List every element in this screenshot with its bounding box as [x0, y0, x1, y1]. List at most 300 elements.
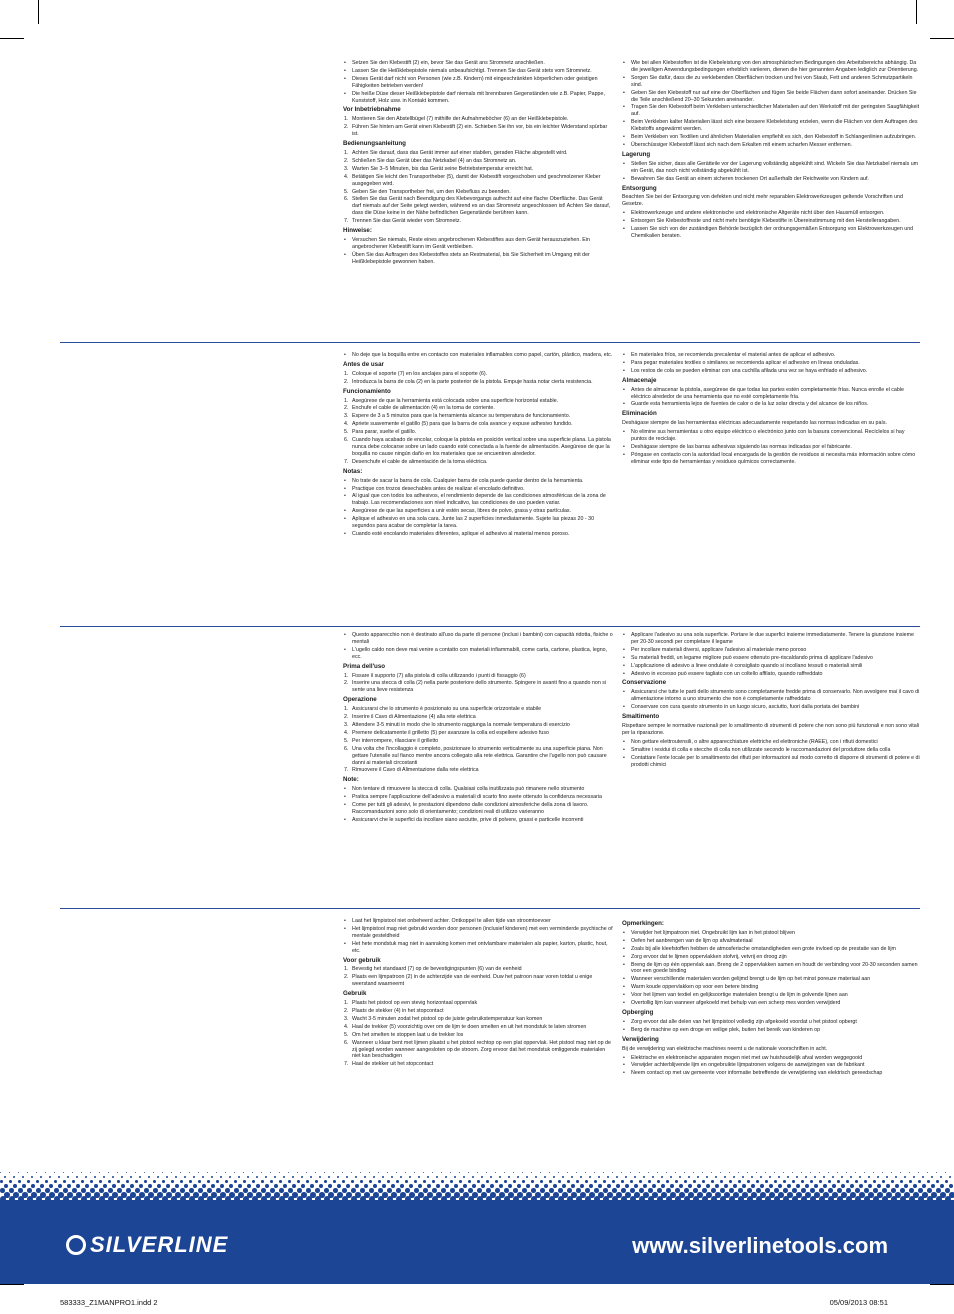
- halftone-dot: [94, 1176, 96, 1178]
- bullet-list: [343, 60, 613, 104]
- halftone-dot: [121, 1184, 125, 1188]
- list-item: • Tragen Sie den Klebestoff beim Verkleben unterschiedlicher Materialien auf den Werkstoff mit der geringsten Saugfähigkeit auf.: [622, 104, 920, 118]
- halftone-dot: [571, 1184, 575, 1188]
- halftone-dot: [801, 1180, 804, 1183]
- halftone-dot: [729, 1172, 730, 1173]
- bullet-list: [343, 352, 613, 359]
- halftone-dot: [945, 1180, 948, 1183]
- list-item: 5. Per interrompere, rilasciare il grilletto: [344, 737, 439, 744]
- list-item: • Geben Sie den Klebestoff nur auf eine der Oberflächen und fügen Sie beide Flächen dann sofort aneinander. Drücken Sie die Teile anschließend 20–30 Sekunden aneinander.: [622, 90, 920, 104]
- halftone-dot: [99, 1180, 102, 1183]
- halftone-dot: [454, 1176, 456, 1178]
- halftone-dot: [504, 1180, 507, 1183]
- halftone-dot: [499, 1176, 501, 1178]
- halftone-dot: [531, 1180, 534, 1183]
- halftone-dot: [621, 1172, 622, 1173]
- section-heading: Verwijdering: [622, 1035, 659, 1043]
- halftone-dot: [918, 1180, 921, 1183]
- halftone-dot: [661, 1176, 663, 1178]
- halftone-dot: [832, 1184, 836, 1188]
- paragraph: Bij de verwijdering van elektrische machines neemt u de nationale voorschriften in acht.: [622, 1045, 828, 1052]
- list-item: 1. Montieren Sie den Abstellbügel (7) mithilfe der Aufnahmeböcher (6) an der Heißklebepistole.: [344, 116, 569, 123]
- halftone-dot: [432, 1180, 435, 1183]
- item-number: 2.: [344, 714, 349, 721]
- halftone-dot: [823, 1184, 827, 1188]
- item-number: 1.: [344, 397, 349, 404]
- halftone-dot: [616, 1176, 618, 1178]
- halftone-dot: [216, 1172, 217, 1173]
- halftone-dot: [337, 1184, 341, 1188]
- halftone-dot: [117, 1180, 120, 1183]
- halftone-dot: [774, 1180, 777, 1183]
- halftone-dot: [922, 1176, 924, 1178]
- numbered-list: [343, 371, 613, 386]
- halftone-dot: [630, 1172, 631, 1173]
- section-heading: Funcionamiento: [343, 387, 391, 395]
- halftone-dot: [940, 1176, 942, 1178]
- halftone-dot: [922, 1184, 926, 1188]
- halftone-dot: [202, 1184, 206, 1188]
- halftone-dot: [553, 1176, 555, 1178]
- halftone-dot: [859, 1176, 861, 1178]
- halftone-dot: [787, 1184, 791, 1188]
- list-item: • Wie bei allen Klebestoffen ist die Klebeleistung von den atmosphärischen Bedingungen des Arbeitsbereichs abhängig. Da die jeweiligen Anwendungsbedingungen erheblich variieren, dienen die hier genannten Angaben lediglich zur Orientierung.: [622, 60, 920, 74]
- bullet-list: [622, 429, 920, 466]
- halftone-dot: [585, 1172, 586, 1173]
- halftone-dot: [72, 1172, 73, 1173]
- halftone-dot: [553, 1184, 557, 1188]
- list-item: 3. Wacht 3-5 minuten zodat het pistool op de juiste gebruikstemperatuur kan komen: [344, 1015, 543, 1022]
- halftone-dot: [895, 1184, 899, 1188]
- halftone-dot: [877, 1176, 879, 1178]
- section-heading: Note:: [343, 776, 359, 784]
- column-2: [343, 632, 613, 826]
- list-item: • Deshágase siempre de las barras adhesivas siguiendo las normas indicadas por el fabricante.: [622, 444, 920, 451]
- list-item: • En materiales fríos, se recomienda precalentar el material antes de aplicar el adhesivo.: [622, 352, 920, 359]
- halftone-dot: [99, 1172, 100, 1173]
- halftone-dot: [855, 1172, 856, 1173]
- list-item: • Conservare con cura questo strumento in un luogo sicuro, asciutto, fuori dalla portata dei bambini: [622, 704, 920, 711]
- section-heading: Prima dell'uso: [343, 662, 386, 670]
- section-spanish: [60, 352, 920, 622]
- halftone-dot: [495, 1180, 498, 1183]
- list-item: 3. Attendere 3-5 minuti in modo che lo strumento raggiunga la normale temperatura di esercizio: [344, 721, 570, 728]
- halftone-dot: [283, 1176, 285, 1178]
- halftone-dot: [337, 1176, 339, 1178]
- halftone-dot: [535, 1176, 537, 1178]
- halftone-dot: [720, 1172, 721, 1173]
- halftone-dot: [126, 1180, 129, 1183]
- logo-icon: [66, 1235, 86, 1255]
- crop-mark: [0, 1284, 24, 1285]
- item-number: 2.: [344, 974, 349, 981]
- halftone-dot: [346, 1184, 350, 1188]
- list-item: • Beim Verkleben kalter Materialien lässt sich eine bessere Klebeleistung erzielen, wenn die Flächen vor dem Auftragen des Klebstoffs angewärmt werden.: [622, 119, 920, 133]
- halftone-dot: [261, 1180, 264, 1183]
- halftone-dot: [378, 1172, 379, 1173]
- halftone-dot: [121, 1176, 123, 1178]
- section-divider: [60, 342, 920, 343]
- list-item: • Neem contact op met uw gemeente voor informatie betreffende de verwijdering van elektrisch gereedschap: [622, 1070, 920, 1077]
- bullet-list: [622, 632, 920, 677]
- halftone-dot: [274, 1176, 276, 1178]
- halftone-dot: [603, 1172, 604, 1173]
- halftone-dot: [684, 1172, 685, 1173]
- section-heading: Conservazione: [622, 679, 667, 687]
- halftone-dot: [742, 1184, 746, 1188]
- halftone-dot: [886, 1176, 888, 1178]
- halftone-dot: [189, 1172, 190, 1173]
- halftone-dot: [540, 1180, 543, 1183]
- list-item: • Los restos de cola se pueden eliminar con una cuchilla afilada una vez se haya enfriado el adhesivo.: [622, 368, 920, 375]
- section-heading: Smaltimento: [622, 713, 660, 721]
- halftone-dot: [612, 1180, 615, 1183]
- halftone-dot: [265, 1184, 269, 1188]
- numbered-list: [343, 1000, 613, 1068]
- section-heading: Antes de usar: [343, 360, 384, 368]
- halftone-dot: [634, 1176, 636, 1178]
- item-number: 1.: [344, 370, 349, 377]
- halftone-dot: [598, 1176, 600, 1178]
- list-item: • Elektrische en elektronische apparaten mogen niet met uw huishoudelijk afval worden weggegooid: [622, 1055, 920, 1062]
- halftone-dot: [9, 1180, 12, 1183]
- list-item: • Adesivo in eccesso può essere tagliato con un coltello affilato, quando raffreddato: [622, 671, 920, 678]
- halftone-dot: [297, 1180, 300, 1183]
- list-item: • Dieses Gerät darf nicht von Personen (wie z.B. Kindern) mit eingeschränkten körperlichen oder geistigen Fähigkeiten betrieben werden!: [343, 76, 613, 90]
- list-item: • Applicare l'adesivo su una sola superficie. Portare le due superfici insieme immediatamente. Tenere la giunzione insieme per 20-30 secondi per completare il legame: [622, 632, 920, 646]
- silverline-logo: [66, 1232, 228, 1258]
- halftone-dot: [229, 1176, 231, 1178]
- halftone-dot: [220, 1184, 224, 1188]
- list-item: 6. Wanneer u klaar bent met lijmen plaatst u het pistool rechtop op een plat oppervlak. Het pistool mag niet op de zij gelegd worden wanneer aangesloten op de stroom. Zorg ervoor dat het mondstuk omliggende materialen niet kan beschadigen: [344, 1039, 611, 1060]
- footer-filename: 583333_Z1MANPRO1.indd 2: [60, 1298, 158, 1307]
- halftone-dot: [414, 1180, 417, 1183]
- halftone-dot: [360, 1180, 363, 1183]
- halftone-dot: [270, 1180, 273, 1183]
- item-number: 3.: [344, 1015, 349, 1022]
- list-item: 2. Führen Sie hinten am Gerät einen Klebestift (2) ein. Schieben Sie ihn vor, bis ein leichter Widerstand spürbar ist.: [344, 124, 608, 138]
- section-heading: Almacenaje: [622, 376, 657, 384]
- crop-mark: [916, 0, 917, 24]
- halftone-dot: [841, 1184, 845, 1188]
- halftone-dot: [369, 1180, 372, 1183]
- halftone-dot: [517, 1176, 519, 1178]
- list-item: • Practique con trozos desechables antes de realizar el encolado definitivo.: [343, 486, 613, 493]
- list-item: • L'ugello caldo non deve mai venire a contatto con materiali infiammabili, come carta, cartone, plastica, legno, ecc.: [343, 647, 613, 661]
- halftone-dot: [310, 1184, 314, 1188]
- item-number: 4.: [344, 729, 349, 736]
- halftone-dot: [292, 1184, 296, 1188]
- list-item: • Pratica sempre l'applicazione dell'adesivo a materiali di scarto fino avete ottenuto la confidenza necessaria: [343, 794, 613, 801]
- item-number: 3.: [344, 413, 349, 420]
- crop-mark: [0, 38, 24, 39]
- halftone-dot: [706, 1184, 710, 1188]
- list-item: • Verwijder het lijmpatroon niet. Ongebruikt lijm kan in het pistool blijven: [622, 930, 920, 937]
- halftone-dot: [792, 1172, 793, 1173]
- halftone-dot: [355, 1184, 359, 1188]
- halftone-dot: [657, 1180, 660, 1183]
- halftone-dot: [148, 1176, 150, 1178]
- halftone-dot: [301, 1176, 303, 1178]
- paragraph: Deshágase siempre de las herramientas eléctricas adecuadamente respetando las normas indicadas en su país.: [622, 420, 887, 427]
- halftone-dot: [927, 1172, 928, 1173]
- halftone-dot: [481, 1176, 483, 1178]
- bullet-list: [343, 786, 613, 824]
- item-number: 5.: [344, 737, 349, 744]
- halftone-dot: [400, 1184, 404, 1188]
- halftone-dot: [810, 1172, 811, 1173]
- halftone-dot: [931, 1176, 933, 1178]
- halftone-dot: [247, 1176, 249, 1178]
- halftone-dot: [508, 1184, 512, 1188]
- halftone-dot: [580, 1176, 582, 1178]
- website-url[interactable]: www.silverlinetools.com: [632, 1233, 888, 1258]
- halftone-pattern: [0, 1172, 954, 1200]
- halftone-dot: [859, 1184, 863, 1188]
- section-german: [60, 60, 920, 338]
- halftone-dot: [193, 1176, 195, 1178]
- halftone-dot: [562, 1176, 564, 1178]
- halftone-dot: [589, 1176, 591, 1178]
- halftone-dot: [607, 1184, 611, 1188]
- list-item: • Contattare l'ente locale per lo smaltimento dei rifiuti per informazioni sul modo corretto di disporre di strumenti di potere e di prodotti chimici: [622, 755, 920, 769]
- list-item: 2. Inserire una stecca di colla (2) nella parte posteriore dello strumento. Spingere in avanti fino a quando non si sente una lieve resistenza: [344, 680, 607, 694]
- halftone-dot: [747, 1172, 748, 1173]
- halftone-dot: [4, 1184, 8, 1188]
- halftone-dot: [652, 1176, 654, 1178]
- list-item: 1. Assicurarsi che lo strumento è posizionato su una superficie orizzontale e stabile: [344, 706, 542, 713]
- halftone-dot: [13, 1176, 15, 1178]
- halftone-dot: [495, 1172, 496, 1173]
- halftone-dot: [378, 1180, 381, 1183]
- item-number: 2.: [344, 680, 349, 687]
- halftone-dot: [873, 1180, 876, 1183]
- bullet-list: [622, 352, 920, 375]
- halftone-dot: [112, 1176, 114, 1178]
- halftone-dot: [153, 1180, 156, 1183]
- halftone-dot: [778, 1176, 780, 1178]
- item-number: 2.: [344, 124, 349, 131]
- halftone-dot: [396, 1180, 399, 1183]
- item-number: 4.: [344, 421, 349, 428]
- list-item: • Elektrowerkzeuge und andere elektronische und elektronische Altgeräte nicht über den Hausmüll entsorgen.: [622, 210, 920, 217]
- halftone-dot: [472, 1176, 474, 1178]
- halftone-dot: [288, 1172, 289, 1173]
- section-heading: Hinweise:: [343, 227, 372, 235]
- halftone-dot: [729, 1180, 732, 1183]
- halftone-dot: [720, 1180, 723, 1183]
- halftone-dot: [769, 1176, 771, 1178]
- halftone-dot: [697, 1184, 701, 1188]
- list-item: 4. Haal de trekker (5) voorzichtig over om de lijm te doen smelten en uit het mondstuk te laten stromen: [344, 1023, 587, 1030]
- list-item: • Para pegar materiales textiles o similares se recomienda aplicar el adhesivo en líneas onduladas.: [622, 360, 920, 367]
- halftone-dot: [450, 1180, 453, 1183]
- halftone-dot: [18, 1180, 21, 1183]
- halftone-dot: [279, 1172, 280, 1173]
- halftone-dot: [76, 1184, 80, 1188]
- list-item: • Cuando esté encolando materiales diferentes, aplique el adhesivo al material menos poroso.: [343, 531, 613, 538]
- halftone-dot: [756, 1180, 759, 1183]
- halftone-dot: [742, 1176, 744, 1178]
- paragraph: Beachten Sie bei der Entsorgung von defekten und nicht mehr reparablen Elektrowerkzeugen geltende Vorschriften und Gesetze.: [622, 194, 903, 208]
- halftone-dot: [301, 1184, 305, 1188]
- list-item: • Wanneer verschillende materialen worden gelijmd brengt u de lijm op het minst poreuze materiaal aan: [622, 976, 920, 983]
- halftone-dot: [675, 1180, 678, 1183]
- halftone-dot: [9, 1172, 10, 1173]
- halftone-dot: [634, 1184, 638, 1188]
- halftone-dot: [27, 1180, 30, 1183]
- halftone-dot: [796, 1184, 800, 1188]
- halftone-dot: [594, 1172, 595, 1173]
- halftone-dot: [180, 1172, 181, 1173]
- halftone-dot: [234, 1180, 237, 1183]
- halftone-dot: [850, 1176, 852, 1178]
- halftone-dot: [346, 1176, 348, 1178]
- halftone-dot: [724, 1184, 728, 1188]
- halftone-dot: [391, 1184, 395, 1188]
- list-item: 2. Schließen Sie das Gerät über das Netzkabel (4) an das Stromnetz an.: [344, 157, 517, 164]
- halftone-dot: [418, 1184, 422, 1188]
- halftone-dot: [558, 1180, 561, 1183]
- halftone-dot: [247, 1184, 251, 1188]
- halftone-dot: [769, 1184, 773, 1188]
- halftone-dot: [513, 1180, 516, 1183]
- list-item: • Überschüssiger Klebestoff lässt sich nach dem Erkalten mit einem scharfen Messer entfernen.: [622, 142, 920, 149]
- halftone-dot: [81, 1180, 84, 1183]
- list-item: • Asegúrese de que las superficies a unir estén secas, libres de polvo, grasa y otras partículas.: [343, 508, 613, 515]
- halftone-dot: [400, 1176, 402, 1178]
- crop-mark: [38, 0, 39, 24]
- halftone-dot: [459, 1172, 460, 1173]
- halftone-dot: [558, 1172, 559, 1173]
- list-item: • Het hete mondstuk mag niet in aanraking komen met ontvlambare materialen als papier, karton, plastic, hout, etc.: [343, 941, 613, 955]
- halftone-dot: [418, 1176, 420, 1178]
- halftone-dot: [711, 1180, 714, 1183]
- halftone-dot: [468, 1172, 469, 1173]
- halftone-dot: [936, 1180, 939, 1183]
- halftone-dot: [130, 1184, 134, 1188]
- halftone-dot: [54, 1180, 57, 1183]
- halftone-dot: [949, 1176, 951, 1178]
- halftone-dot: [733, 1176, 735, 1178]
- halftone-dot: [139, 1176, 141, 1178]
- halftone-dot: [414, 1172, 415, 1173]
- halftone-dot: [175, 1184, 179, 1188]
- numbered-list: [343, 966, 613, 988]
- halftone-dot: [229, 1184, 233, 1188]
- halftone-dot: [693, 1180, 696, 1183]
- halftone-dot: [868, 1176, 870, 1178]
- halftone-dot: [225, 1172, 226, 1173]
- item-number: 2.: [344, 405, 349, 412]
- list-item: 6. Una volta che l'incollaggio è completo, posizionare lo strumento verticalmente su una superficie piana. Non gettare l'utensile sul fianco mentre ancora collegato alla rete elettrica. Garantire che l'ugello non può causare danni ai materiali circostanti: [344, 745, 607, 766]
- list-item: 6. Stellen Sie das Gerät nach Beendigung des Klebevorgangs aufrecht auf eine flache Oberfläche. Das Gerät darf niemals auf der Seite gelegt werden, während es an das Stromnetz angeschlossen ist! Achten Sie darauf, dass die Düse keine in der Nähe befindlichen Gegenstände berühren kann.: [344, 196, 611, 217]
- halftone-dot: [135, 1172, 136, 1173]
- halftone-dot: [819, 1172, 820, 1173]
- halftone-dot: [639, 1172, 640, 1173]
- halftone-dot: [0, 1180, 3, 1183]
- halftone-dot: [913, 1176, 915, 1178]
- halftone-dot: [909, 1172, 910, 1173]
- halftone-dot: [679, 1184, 683, 1188]
- halftone-dot: [18, 1172, 19, 1173]
- list-item: • Zorg ervoor dat te lijmen oppervlakken stofvrij, vetvrij en droog zijn: [622, 954, 920, 961]
- bullet-list: [343, 237, 613, 266]
- halftone-dot: [180, 1180, 183, 1183]
- halftone-dot: [540, 1172, 541, 1173]
- item-number: 2.: [344, 157, 349, 164]
- halftone-dot: [751, 1176, 753, 1178]
- halftone-dot: [774, 1172, 775, 1173]
- halftone-dot: [670, 1176, 672, 1178]
- halftone-dot: [936, 1172, 937, 1173]
- halftone-dot: [900, 1172, 901, 1173]
- list-item: • Warm koude oppervlakken op voor een betere binding: [622, 984, 920, 991]
- halftone-dot: [265, 1176, 267, 1178]
- bullet-list: [343, 918, 613, 955]
- list-item: • Questo apparecchio non è destinato all'uso da parte di persone (inclusi i bambini) con capacità ridotta, fisiche o mentali: [343, 632, 613, 646]
- item-number: 7.: [344, 1061, 349, 1068]
- halftone-dot: [81, 1172, 82, 1173]
- halftone-dot: [427, 1184, 431, 1188]
- halftone-dot: [643, 1176, 645, 1178]
- halftone-dot: [409, 1184, 413, 1188]
- halftone-dot: [441, 1172, 442, 1173]
- halftone-dot: [513, 1172, 514, 1173]
- list-item: • Smaltire i residui di colla e stecche di colla non utilizzate secondo le raccomandazioni del produttore della colla: [622, 747, 920, 754]
- list-item: • Aplique el adhesivo en una sola cara. Junte las 2 superficies inmediatamente. Sujete las piezas 20 - 30 segundos para acabar de completar la tarea.: [343, 516, 613, 530]
- halftone-dot: [801, 1172, 802, 1173]
- halftone-dot: [603, 1180, 606, 1183]
- bullet-list: [622, 930, 920, 1007]
- halftone-dot: [166, 1184, 170, 1188]
- section-dutch: [60, 918, 920, 1172]
- halftone-dot: [783, 1172, 784, 1173]
- halftone-dot: [423, 1172, 424, 1173]
- list-item: • Per incollare materiali diversi, applicare l'adesivo al materiale meno poroso: [622, 647, 920, 654]
- halftone-dot: [760, 1176, 762, 1178]
- bullet-list: [622, 1019, 920, 1034]
- bullet-list: [622, 739, 920, 769]
- item-number: 1.: [344, 149, 349, 156]
- halftone-dot: [697, 1176, 699, 1178]
- halftone-dot: [702, 1172, 703, 1173]
- list-item: 1. Fissare il supporto (7) alla pistola di colla utilizzando i punti di fissaggio (6): [344, 672, 526, 679]
- list-item: 7. Trennen Sie das Gerät wieder vom Stromnetz.: [344, 218, 462, 225]
- halftone-dot: [445, 1184, 449, 1188]
- halftone-dot: [837, 1172, 838, 1173]
- halftone-dot: [675, 1172, 676, 1173]
- halftone-dot: [355, 1176, 357, 1178]
- halftone-dot: [711, 1172, 712, 1173]
- halftone-dot: [765, 1172, 766, 1173]
- list-item: • Sorgen Sie dafür, dass die zu verklebenden Oberflächen trocken und frei von Staub, Fett und anderen Schmutzpartikeln sind.: [622, 75, 920, 89]
- item-number: 3.: [344, 721, 349, 728]
- halftone-dot: [85, 1176, 87, 1178]
- halftone-dot: [315, 1180, 318, 1183]
- halftone-dot: [49, 1176, 51, 1178]
- halftone-dot: [949, 1184, 953, 1188]
- halftone-dot: [130, 1176, 132, 1178]
- halftone-dot: [45, 1172, 46, 1173]
- halftone-dot: [162, 1172, 163, 1173]
- halftone-dot: [747, 1180, 750, 1183]
- halftone-dot: [886, 1184, 890, 1188]
- halftone-dot: [931, 1184, 935, 1188]
- section-heading: Opberging: [622, 1008, 654, 1016]
- halftone-dot: [297, 1172, 298, 1173]
- halftone-dot: [22, 1176, 24, 1178]
